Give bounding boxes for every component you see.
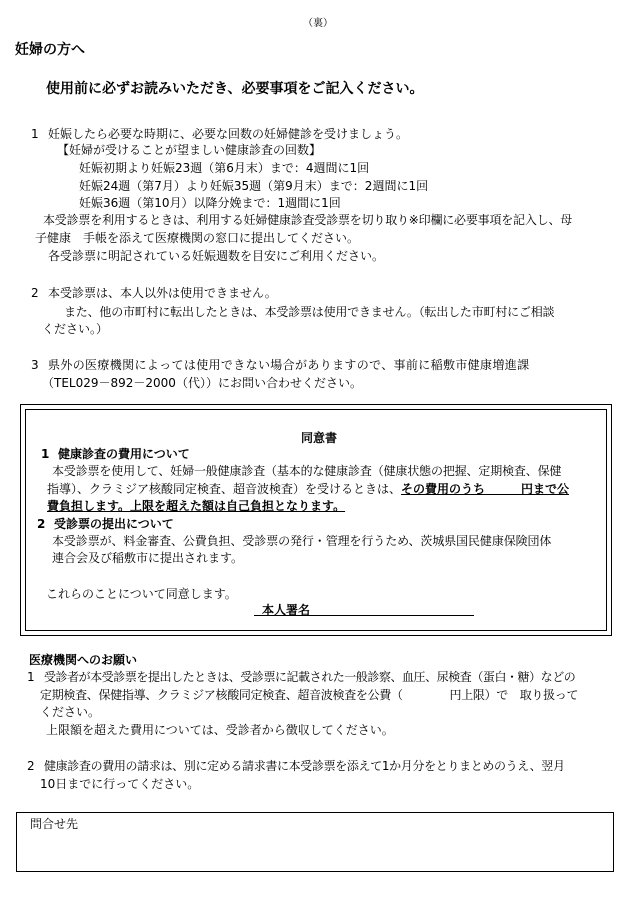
consent-item-2-number: 2 [37,517,46,531]
medical-item-1-text: 受診者が本受診票を提出したときは、受診票に記載された一般診察、血圧、尿検査（蛋白・糖）などの [44,670,576,684]
section-2-number: 2 [31,286,39,300]
consent-agree-text: これらのことについて同意します。 [46,587,237,601]
consent-item-1-text: 本受診票を使用して、妊婦一般健康診査（基本的な健康診査（健康状態の把握、定期検査、保健 [52,464,562,478]
section-3-text: （TEL029－892－2000（代））にお問い合わせください。 [42,376,362,390]
section-1-number: 1 [31,127,39,141]
consent-item-1-number: 1 [41,447,50,461]
medical-item-1-text: ください。 [40,705,101,719]
section-2-text: 本受診票は、本人以外は使用できません。 [48,286,277,300]
consent-item-2-text: 連合会及び稲敷市に提出されます。 [52,551,244,565]
page-title: 妊婦の方へ [15,42,85,58]
public-expense-amount: その費用のうち 円まで公 [401,482,570,496]
section-1-text: 妊娠したら必要な時期に、必要な回数の妊婦健診を受けましょう。 [48,127,409,141]
signature-label: 本人署名 [262,603,311,617]
section-2-text: また、他の市町村に転出したときは、本受診票は使用できません。（転出した市町村にご相談 [64,305,555,319]
medical-item-2-number: 2 [27,759,35,773]
section-1-paragraph: 各受診票に明記されている妊娠週数を目安にご利用ください。 [48,249,385,263]
section-3-text: 県外の医療機関によっては使用できない場合がありますので、事前に稲敷市健康増進課 [48,358,530,372]
signature-line [254,615,474,616]
schedule-line: 妊娠初期より妊娠23週（第6月末）まで：4週間に1回 [79,161,370,175]
medical-item-1-number: 1 [27,670,35,684]
schedule-title: 【妊婦が受けることが望ましい健康診査の回数】 [57,143,322,157]
section-1-paragraph: 子健康 手帳を添えて医療機関の窓口に提出してください。 [35,231,360,245]
schedule-line: 妊娠36週（第10月）以降分娩まで：1週間に1回 [79,196,341,210]
medical-item-1-text: 上限額を超えた費用については、受診者から徴収してください。 [46,723,394,737]
medical-item-1-text: 定期検査、保健指導、クラミジア核酸同定検査、超音波検査を公費（ 円上限）で 取り扱って [40,688,579,702]
consent-item-2-text: 本受診票が、料金審査、公費負担、受診票の発行・管理を行うため、茨城県国民健康保険団体 [52,534,552,548]
schedule-line: 妊娠24週（第7月）より妊娠35週（第9月末）まで：2週間に1回 [79,179,429,193]
section-3-number: 3 [31,358,39,372]
contact-box [16,812,614,872]
consent-item-1-text [47,481,569,497]
consent-item-2-title: 受診票の提出について [54,517,174,531]
self-pay-notice: 費負担します。上限を超えた額は自己負担となります。 [47,499,346,513]
medical-item-2-text: 10日までに行ってください。 [40,777,200,791]
medical-item-2-text: 健康診査の費用の請求は、別に定める請求書に本受診票を添えて1か月分をとりまとめのうえ、翌月 [44,759,565,773]
section-2-text: ください。） [42,322,109,336]
page-mark: （裏） [303,18,333,29]
consent-item-1-text-part: 指導）、クラミジア核酸同定検査、超音波検査）を受けるときは、 [47,482,402,496]
consent-item-1-title: 健康診査の費用について [58,447,190,461]
contact-label: 問合せ先 [30,817,79,831]
medical-title: 医療機関へのお願い [29,653,138,667]
section-1-paragraph: 本受診票を利用するときは、利用する妊婦健康診査受診票を切り取り※印欄に必要事項を記入し、母 [43,213,573,227]
consent-title: 同意書 [301,431,338,445]
page-subtitle: 使用前に必ずお読みいただき、必要事項をご記入ください。 [46,81,424,97]
